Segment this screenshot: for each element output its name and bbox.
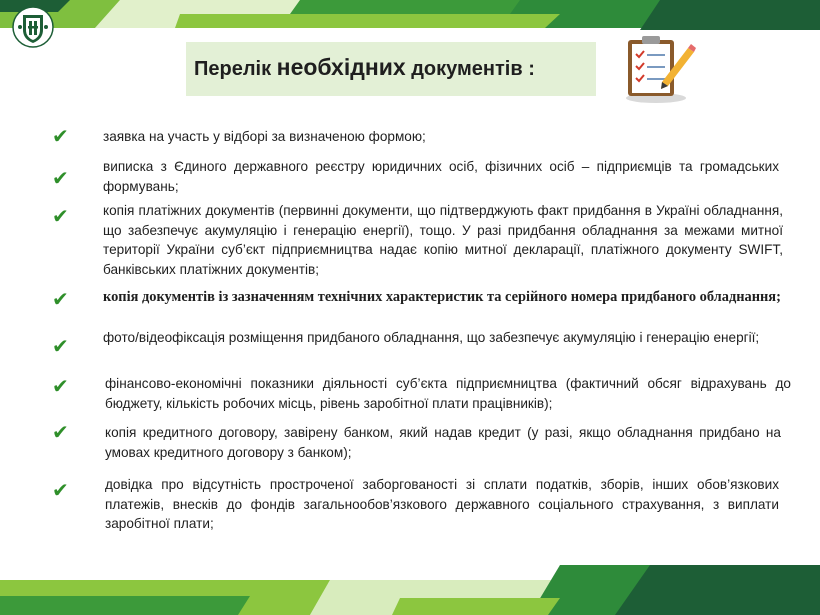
title-word-2: необхідних [276,54,406,80]
check-icon: ✔ [52,420,69,444]
list-item-text: фото/відеофіксація розміщення придбаного обладнання, що забезпечує акумуляцію і генерацію енергії; [103,330,760,345]
check-icon: ✔ [52,478,69,502]
list-item-text: заявка на участь у відборі за визначеною формою; [103,129,426,144]
check-icon: ✔ [52,374,69,398]
clipboard-pencil-icon [618,34,696,104]
page-title [194,50,596,86]
check-icon: ✔ [52,166,69,190]
title-word-1: Перелік [194,58,277,80]
list-item-text: фінансово-економічні показники діяльності суб’єкта підприємництва (фактичний обсяг відрахувань до бюджету, кількість робочих місць, рівень заробітної плати працівників); [105,376,791,411]
title-box [186,42,596,96]
list-item-text: виписка з Єдиного державного реєстру юридичних осіб, фізичних осіб – підприємців та громадських формувань; [103,159,779,194]
list-item-text: довідка про відсутність простроченої заборгованості зі сплати податків, зборів, інших обов’язкових платежів, внесків до фондів загальнообов’язкового державного соціального страхування, з виплати заробітної плати; [105,477,779,531]
check-icon: ✔ [52,124,69,148]
coat-of-arms-icon [12,6,54,48]
check-icon: ✔ [52,287,69,311]
title-word-3: документів : [405,58,535,80]
list-item-text: копія кредитного договору, завірену банком, який надав кредит (у разі, якщо обладнання придбано на умовах кредитного договору з банком); [105,425,781,460]
list-item-text: копія документів із зазначенням технічних характеристик та серійного номера придбаного обладнання; [103,289,781,305]
check-icon: ✔ [52,334,69,358]
list-item-text: копія платіжних документів (первинні документи, що підтверджують факт придбання в Україні обладнання, що забезпечує акумуляцію і генерацію енергії), тощо. У разі придбання обладнання за межами митної території України суб’єкт підприємництва надає копію митної декларації, платіжного документу SWIFT, банківських платіжних документів; [103,203,783,277]
check-icon: ✔ [52,204,69,228]
